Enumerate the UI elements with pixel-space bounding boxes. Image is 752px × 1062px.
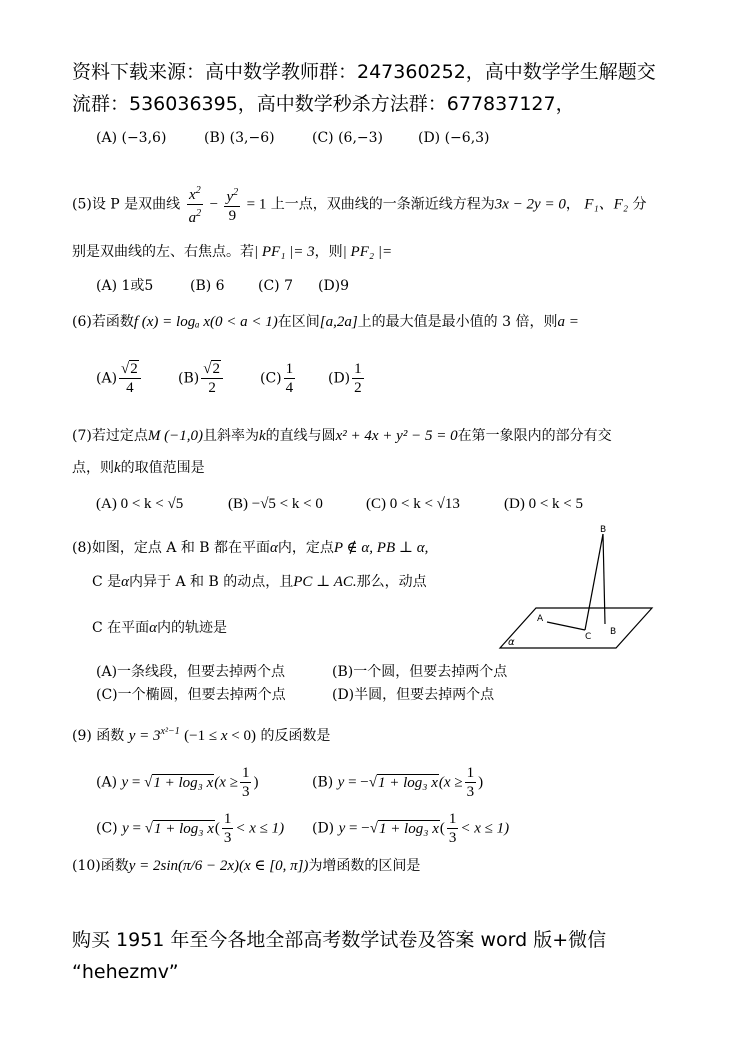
q7-option-c: (C) 0 < k < √13 xyxy=(366,496,460,512)
label-point-a: A xyxy=(537,614,544,624)
segment-ac xyxy=(547,622,585,630)
q5-line-2: 别是双曲线的左、右焦点。若| PF₁ |= 3，则| PF₂ |= xyxy=(72,244,393,260)
q6-line-1: (6)若函数f (x) = logₐ x(0 < a < 1)在区间[a,2a]上的最大值是最小值的 3 倍，则a = xyxy=(72,314,579,330)
label-alpha: α xyxy=(508,637,515,648)
q7-option-a: (A) 0 < k < √5 xyxy=(96,496,184,512)
q8-option-a: (A)一条线段，但要去掉两个点 xyxy=(96,664,286,680)
header-line-1: 资料下载来源：高中数学教师群：247360252，高中数学学生解题交 xyxy=(72,61,656,83)
q5-option-a: (A) 1或5 xyxy=(96,278,154,294)
q7-option-d: (D) 0 < k < 5 xyxy=(504,496,583,512)
q4-option-d: (D) (−6,3) xyxy=(418,130,490,146)
q8-option-d: (D)半圆，但要去掉两个点 xyxy=(332,687,495,703)
q8-option-c: (C)一个椭圆，但要去掉两个点 xyxy=(96,687,286,703)
footer-line-2: “hehezmv” xyxy=(72,961,179,983)
q8-option-b: (B)一个圆，但要去掉两个点 xyxy=(332,664,508,680)
q10-line-1: (10)函数y = 2sin(π/6 − 2x)(x ∈ [0, π])为增函数的区间是 xyxy=(72,858,421,874)
q6-option-c: (C) $\frac{1}{4}$ xyxy=(260,361,294,396)
q7-line-1: (7)若过定点M (−1,0)且斜率为k的直线与圆x² + 4x + y² − 5 = 0在第一象限内的部分有交 xyxy=(72,428,612,444)
q7-line-2: 点，则k的取值范围是 xyxy=(72,460,205,476)
q5-frac-y: $\frac{y^2}{9}$ xyxy=(224,184,240,225)
q5-frac-x: $\frac{x^2}{a^2}$ xyxy=(187,182,204,227)
label-point-b: B xyxy=(610,627,617,637)
q4-option-c: (C) (6,−3) xyxy=(312,130,384,146)
segment-pb xyxy=(603,534,605,624)
q5-option-b: (B) 6 xyxy=(190,278,225,294)
q7-option-b: (B) −√5 < k < 0 xyxy=(228,496,323,512)
q4-option-a: (A) (−3,6) xyxy=(96,130,167,146)
footer-line-1: 购买 1951 年至今各地全部高考数学试卷及答案 word 版+微信 xyxy=(72,929,607,951)
q5-option-d: (D)9 xyxy=(318,278,350,294)
segment-pc xyxy=(585,534,603,630)
q8-line-1: (8)如图，定点 A 和 B 都在平面α内，定点P ∉ α, PB ⊥ α, xyxy=(72,540,429,556)
label-point-c: C xyxy=(585,632,592,642)
q9-line-1: (9) 函数 $y = 3^{x^2-1}$ (−1 ≤ x < 0) 的反函数是 xyxy=(72,726,331,744)
q9-option-b: (B) y = −√1 + log₃ x(x ≥ $\frac{1}{3}$ ) xyxy=(312,765,484,800)
q9-option-c: (C) y = √1 + log₃ x( $\frac{1}{3}$ < x ≤ 1) xyxy=(96,811,285,846)
q4-option-b: (B) (3,−6) xyxy=(204,130,275,146)
q5-line-1: (5)设 P 是双曲线 $\frac{x^2}{a^2}$ − $\frac{y^2}{9}$ = 1 上一点，双曲线的一条渐近线方程为3x − 2y = 0， F₁、F₂ 分 xyxy=(72,182,647,227)
q6-option-a: (A) $\frac{√2}{4}$ xyxy=(96,360,143,397)
label-point-p: B xyxy=(600,525,607,535)
q5-option-c: (C) 7 xyxy=(258,278,293,294)
q8-figure xyxy=(490,520,660,660)
q9-option-d: (D) y = −√1 + log₃ x( $\frac{1}{3}$ < x ≤ 1) xyxy=(312,811,510,846)
q6-option-b: (B) $\frac{√2}{2}$ xyxy=(178,360,225,397)
q8-line-3: C 在平面α内的轨迹是 xyxy=(92,620,228,636)
q6-option-d: (D) $\frac{1}{2}$ xyxy=(328,361,362,396)
q9-option-a: (A) y = √1 + log₃ x(x ≥ $\frac{1}{3}$ ) xyxy=(96,765,259,800)
header-line-2: 流群：536036395，高中数学秒杀方法群：677837127， xyxy=(72,93,575,115)
q8-line-2: C 是α内异于 A 和 B 的动点，且PC ⊥ AC.那么，动点 xyxy=(92,574,427,590)
